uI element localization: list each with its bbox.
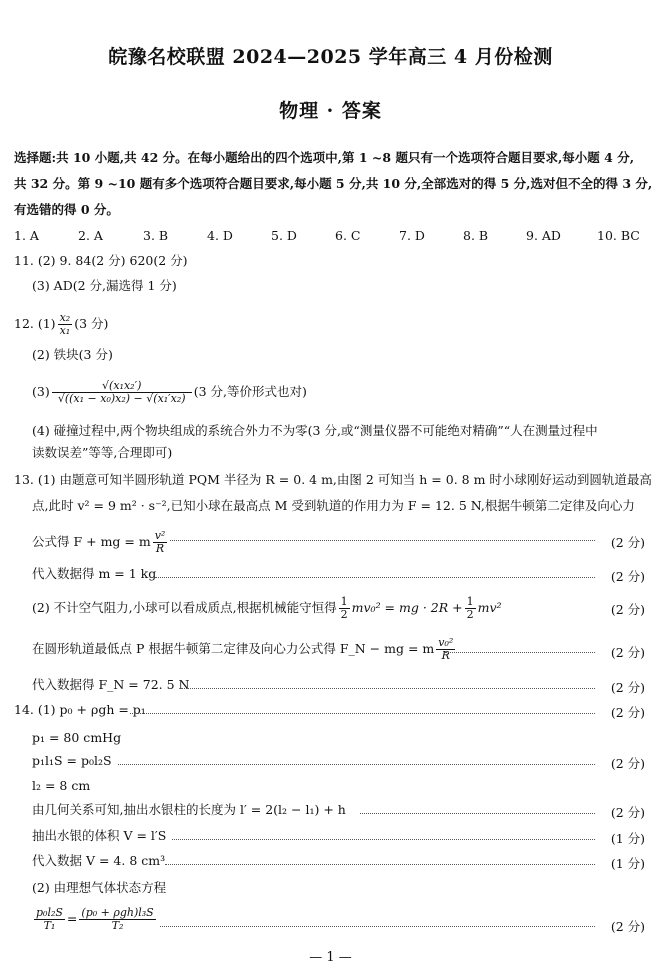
leader-dots — [360, 813, 595, 814]
leader-dots — [165, 864, 595, 865]
q14-line-7: 代入数据 V = 4. 8 cm³ — [32, 853, 166, 868]
q14-line-8: (2) 由理想气体状态方程 — [32, 880, 167, 895]
score-q13-5: (2 分) — [610, 680, 645, 695]
q13-line-4: 代入数据得 m = 1 kg — [32, 566, 157, 581]
q13-line-7: 代入数据得 F_N = 72. 5 N — [32, 677, 190, 692]
score-q13-2: (2 分) — [610, 569, 645, 584]
q14-line-2: p₁ = 80 cmHg — [32, 730, 122, 745]
q11-line-1: 11. (2) 9. 84(2 分) 620(2 分) — [14, 253, 188, 268]
answer-5: 5. D — [271, 228, 297, 243]
answer-9: 9. AD — [526, 228, 561, 243]
q13-line-5: (2) 不计空气阻力,小球可以看成质点,根据机械能守恒得 $\frac{1}{2}$ mv₀² = mg · 2R + $\frac{1}{2}$ mv² — [32, 595, 502, 621]
leader-dots — [130, 713, 595, 714]
q14-line-4: l₂ = 8 cm — [32, 778, 91, 793]
answer-2: 2. A — [78, 228, 103, 243]
page-title: 皖豫名校联盟 2024—2025 学年高三 4 月份检测 — [108, 46, 553, 68]
answer-6: 6. C — [335, 228, 361, 243]
score-q13-1: (2 分) — [610, 535, 645, 550]
q12-line-3: (3) $\frac{\text{√(x₁x₂′)}}{\text{√((x₁ − x₀)x₂) − √(x₁′x₂)}}$ (3 分,等价形式也对) — [32, 379, 307, 405]
q13-line-1: 13. (1) 由题意可知半圆形轨道 PQM 半径为 R = 0. 4 m,由图 2 可知当 h = 0. 8 m 时小球刚好运动到圆轨道最高 — [14, 472, 652, 487]
q14-line-6: 抽出水银的体积 V = l′S — [32, 828, 167, 843]
answer-3: 3. B — [143, 228, 169, 243]
q14-line-3: p₁l₁S = p₀l₂S — [32, 753, 112, 768]
q12-line-1: 12. (1) $\frac{\text{x₂}}{\text{x₁}}$ (3 分) — [14, 311, 109, 337]
leader-dots — [170, 540, 595, 541]
score-q14-1: (2 分) — [610, 705, 645, 720]
leader-dots — [445, 652, 595, 653]
q13-line-6: 在圆形轨道最低点 P 根据牛顿第二定律及向心力公式得 F_N − mg = m $\frac{\text{v₀²}}{R}$ — [32, 636, 454, 662]
answer-1: 1. A — [14, 228, 39, 243]
q12-line-5: 读数误差”等等,合理即可) — [32, 445, 173, 460]
answer-7: 7. D — [399, 228, 425, 243]
intro-line-3: 有选错的得 0 分。 — [14, 202, 119, 217]
score-q13-3: (2 分) — [610, 602, 645, 617]
q14-line-5: 由几何关系可知,抽出水银柱的长度为 l′ = 2(l₂ − l₁) + h — [32, 802, 346, 817]
leader-dots — [180, 688, 595, 689]
score-q14-4: (1 分) — [610, 831, 645, 846]
intro-line-1: 选择题:共 10 小题,共 42 分。在每小题给出的四个选项中,第 1 ~8 题只有一个选项符合题目要求,每小题 4 分, — [14, 150, 635, 165]
intro-line-2: 共 32 分。第 9 ~10 题有多个选项符合题目要求,每小题 5 分,共 10 分,全部选对的得 5 分,选对但不全的得 3 分, — [14, 176, 653, 191]
q12-line-2: (2) 铁块(3 分) — [32, 347, 113, 362]
q11-line-2: (3) AD(2 分,漏选得 1 分) — [32, 278, 177, 293]
q14-line-9: $\frac{\text{p₀l₂S}}{\text{T₁}}$ = $\frac{\text{(p₀ + ρgh)l₃S}}{\text{T₂}}$ — [36, 906, 154, 932]
q13-line-2: 点,此时 v² = 9 m² · s⁻²,已知小球在最高点 M 受到轨道的作用力为 F = 12. 5 N,根据牛顿第二定律及向心力 — [32, 498, 635, 513]
q14-line-1: 14. (1) p₀ + ρgh = p₁ — [14, 702, 146, 717]
score-q13-4: (2 分) — [610, 645, 645, 660]
leader-dots — [160, 926, 595, 927]
score-q14-3: (2 分) — [610, 805, 645, 820]
answer-8: 8. B — [463, 228, 489, 243]
answer-10: 10. BC — [597, 228, 640, 243]
leader-dots — [172, 839, 595, 840]
q12-line-4: (4) 碰撞过程中,两个物块组成的系统合外力不为零(3 分,或“测量仪器不可能绝对精确”“人在测量过程中 — [32, 423, 598, 438]
score-q14-2: (2 分) — [610, 756, 645, 771]
page-number: — 1 — — [309, 950, 352, 965]
answer-4: 4. D — [207, 228, 233, 243]
page-subtitle: 物理 · 答案 — [279, 100, 382, 122]
leader-dots — [118, 764, 595, 765]
q13-line-3: 公式得 F + mg = m $\frac{\text{v²}}{R}$ — [32, 529, 166, 555]
score-q14-5: (1 分) — [610, 856, 645, 871]
leader-dots — [155, 577, 595, 578]
score-q14-6: (2 分) — [610, 919, 645, 934]
